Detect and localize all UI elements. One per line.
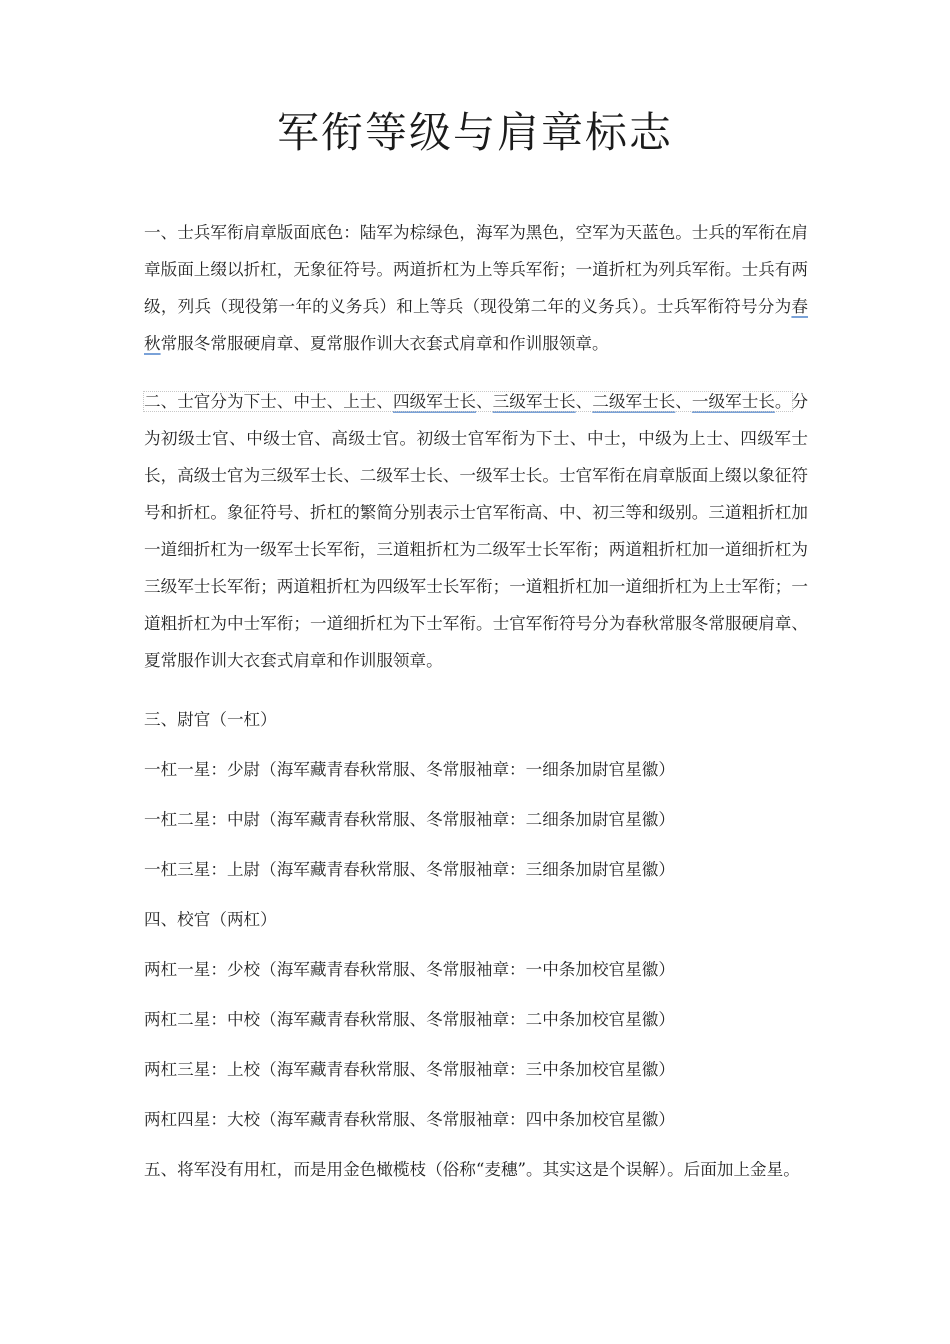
rank-line: 两杠一星：少校（海军藏青春秋常服、冬常服袖章：一中条加校官星徽） [144, 960, 675, 979]
document-title: 军衔等级与肩章标志 [276, 108, 673, 157]
paragraph-nco-ranks [144, 383, 808, 679]
document-body [144, 214, 808, 1183]
rank-line: 一杠三星：上尉（海军藏青春秋常服、冬常服袖章：三细条加尉官星徽） [144, 860, 675, 879]
paragraph-text: 二、士官分为下士、中士、上士、 [144, 392, 394, 411]
underlined-term: 四级军士长 [393, 392, 477, 411]
underlined-term: 三级军士长 [492, 392, 576, 411]
rank-line: 一杠二星：中尉（海军藏青春秋常服、冬常服袖章：二细条加尉官星徽） [144, 810, 675, 829]
paragraph-general-officers: 五、将军没有用杠，而是用金色橄榄枝（俗称“麦穗”。其实这是个误解）。后面加上金星。 [144, 1160, 800, 1179]
paragraph-text: 分为初级士官、中级士官、高级士官。初级士官军衔为下士、中士，中级为上士、四级军士长，高级士官为三级军士长、二级军士长、一级军士长。士官军衔在肩章版面上缀以象征符号和折杠。象征符号、折杠的繁简分别表示士官军衔高、中、初三等和级别。三道粗折杠加一道细折杠为一级军士长军衔，三道粗折杠为二级军士长军衔；两道粗折杠加一道细折杠为三级军士长军衔；两道粗折杠为四级军士长军衔；一道粗折杠加一道细折杠为上士军衔；一道粗折杠为中士军衔；一道细折杠为下士军衔。士官军衔符号分为春秋常服冬常服硬肩章、夏常服作训大衣套式肩章和作训服领章。 [144, 392, 809, 670]
underlined-term: 二级军士长 [592, 392, 676, 411]
underlined-term: 一级军士长 [691, 392, 775, 411]
separator: 、 [575, 392, 593, 411]
paragraph-soldier-ranks [144, 214, 808, 362]
section-heading-field-officers: 四、校官（两杠） [144, 910, 277, 929]
paragraph-text: 一、士兵军衔肩章版面底色：陆军为棕绿色，海军为黑色，空军为天蓝色。士兵的军衔在肩章版面上缀以折杠，无象征符号。两道折杠为上等兵军衔；一道折杠为列兵军衔。士兵有两级，列兵（现役第一年的义务兵）和上等兵（现役第二年的义务兵）。士兵军衔符号分为 [144, 223, 808, 316]
separator: 、 [675, 392, 692, 411]
rank-line: 两杠四星：大校（海军藏青春秋常服、冬常服袖章：四中条加校官星徽） [144, 1110, 675, 1129]
section-heading-company-officers: 三、尉官（一杠） [144, 710, 277, 729]
separator: 、 [476, 392, 493, 411]
underlined-term: 春秋 [144, 297, 808, 353]
highlighted-sentence [144, 392, 792, 411]
separator: 。 [774, 392, 792, 411]
rank-line: 两杠二星：中校（海军藏青春秋常服、冬常服袖章：二中条加校官星徽） [144, 1010, 675, 1029]
rank-line: 一杠一星：少尉（海军藏青春秋常服、冬常服袖章：一细条加尉官星徽） [144, 760, 675, 779]
paragraph-text: 常服冬常服硬肩章、夏常服作训大衣套式肩章和作训服领章。 [160, 334, 609, 353]
rank-line: 两杠三星：上校（海军藏青春秋常服、冬常服袖章：三中条加校官星徽） [144, 1060, 675, 1079]
